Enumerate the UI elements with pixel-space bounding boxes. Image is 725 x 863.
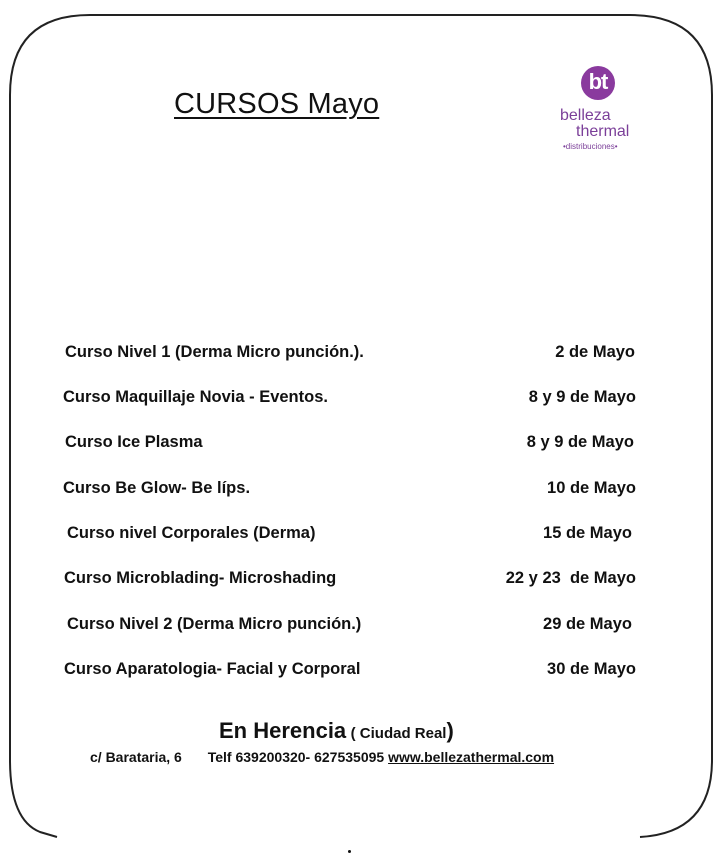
course-date: 22 y 23 de Mayo [505,569,636,587]
course-row [0,524,725,546]
phone-text: Telf 639200320- 627535095 [207,749,385,765]
course-name: Curso nivel Corporales (Derma) [67,524,316,542]
course-date: 30 de Mayo [547,660,636,678]
course-date: 8 y 9 de Mayo [526,433,634,451]
course-date: 8 y 9 de Mayo [528,388,636,406]
logo-text-belleza: belleza [560,107,611,124]
course-row [0,433,725,455]
course-date: 29 de Mayo [543,615,632,633]
location-line [219,718,454,744]
logo-text-distribuciones: •distribuciones• [563,142,618,151]
course-row [0,479,725,501]
course-name: Curso Nivel 2 (Derma Micro punción.) [67,615,362,633]
page-dot [348,850,351,853]
brand-logo [555,66,645,156]
logo-text-thermal: thermal [576,123,630,140]
course-name: Curso Nivel 1 (Derma Micro punción.). [65,343,364,361]
page-title: CURSOS Mayo [174,88,380,120]
course-date: 15 de Mayo [543,524,632,542]
address-text: c/ Barataria, 6 [90,749,182,765]
course-name: Curso Microblading- Microshading [64,569,337,587]
course-row [0,569,725,591]
course-name: Curso Maquillaje Novia - Eventos. [63,388,328,406]
location-close-paren: ) [446,718,454,743]
website-link[interactable]: www.bellezathermal.com [388,749,555,765]
course-row [0,660,725,682]
course-date: 10 de Mayo [547,479,636,497]
course-name: Curso Be Glow- Be líps. [63,479,251,497]
course-name: Curso Aparatologia- Facial y Corporal [64,660,361,678]
location-region: ( Ciudad Real [350,725,447,742]
course-row [0,343,725,365]
course-row [0,388,725,410]
logo-mark: bt [581,66,615,100]
course-name: Curso Ice Plasma [65,433,203,451]
contact-line [90,749,554,765]
location-city: En Herencia [219,718,347,743]
course-row [0,615,725,637]
course-date: 2 de Mayo [555,343,635,361]
